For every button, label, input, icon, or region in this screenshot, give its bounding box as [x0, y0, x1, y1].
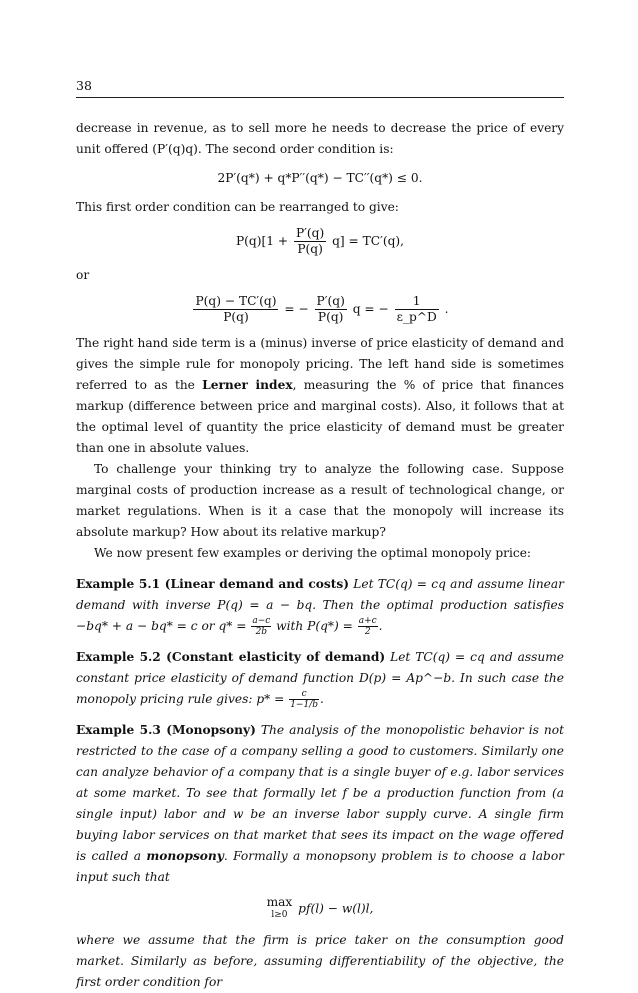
example-5-2-text-a: Let TC(q) = cq and assume constant price elasticity of demand function D(p) = Ap^−b. In such case the monopoly pricing rule gives: p* = — [76, 650, 564, 706]
lerner-fraction-2 — [315, 294, 347, 325]
paragraph-3-part-b: , measuring the % of price that finances markup (difference between price and marginal costs). Also, it follows that at the optimal level of quantity the price elasticity of demand must be greater than one in absolute values. — [76, 378, 564, 455]
foc-rhs: q] = TC′(q), — [332, 234, 405, 248]
lerner-f3-den: ε_p^D — [396, 310, 437, 324]
lerner-fraction-1 — [193, 294, 278, 325]
equation-monopsony — [76, 896, 564, 922]
example-5-2 — [76, 647, 564, 710]
example-5-3-title: Example 5.3 (Monopsony) — [76, 723, 256, 737]
example-5-1-text-c: . — [378, 619, 383, 633]
example-5-1-frac-1 — [251, 616, 271, 637]
foc-lhs: P(q)[1 + — [235, 234, 289, 248]
monopsony-max — [267, 896, 293, 922]
page-header — [76, 78, 564, 98]
equation-second-order-text: 2P′(q*) + q*P′′(q*) − TC′′(q*) ≤ 0. — [217, 171, 423, 185]
term-lerner-index: Lerner index — [202, 378, 293, 392]
example-5-2-title: Example 5.2 (Constant elasticity of demand) — [76, 650, 386, 664]
ex2-f-num: c — [301, 689, 307, 699]
lerner-f1-num: P(q) − TC′(q) — [195, 294, 277, 308]
term-monopsony: monopsony — [146, 849, 224, 863]
example-5-1 — [76, 574, 564, 637]
foc-frac-den: P(q) — [294, 241, 326, 257]
example-5-1-text-b: with P(q*) = — [272, 619, 357, 633]
ex1-f2-den: 2 — [358, 626, 378, 637]
paragraph-3-part-a: The right hand side term is a (minus) inverse of price elasticity of demand and gives the simple rule for monopoly pricing. The left hand side is sometimes referred to as the — [76, 336, 564, 392]
lerner-mid: = − — [284, 302, 309, 316]
lerner-f3-num: 1 — [412, 294, 421, 308]
word-or: or — [76, 268, 90, 282]
example-5-3-text-a: The analysis of the monopolistic behavior is not restricted to the case of a company selling a good to customers. Similarly one can analyze behavior of a company that is a single buyer of e.g. labor services at some market. To see that formally let f be a production function from (a single input) labor and w be an inverse labor supply curve. A single firm buying labor services on that market that sees its impact on the wage offered is called a — [76, 723, 564, 863]
lerner-f1-den: P(q) — [193, 309, 278, 325]
page-body — [76, 118, 564, 993]
ex2-f-den: 1−1/b — [290, 700, 318, 710]
lerner-end: . — [444, 302, 449, 316]
foc-frac-num: P′(q) — [295, 226, 325, 240]
lerner-fraction-3 — [395, 294, 439, 325]
paragraph-2: This first order condition can be rearranged to give: — [76, 200, 399, 214]
lerner-mid2: q = − — [352, 302, 389, 316]
example-5-2-frac — [289, 689, 319, 710]
monopsony-max-op: max — [266, 895, 293, 909]
ex1-f1-den: 2b — [251, 626, 271, 637]
example-5-1-frac-2 — [358, 616, 378, 637]
equation-second-order — [76, 168, 564, 189]
equation-foc — [76, 226, 564, 257]
example-5-2-text-b: . — [320, 692, 324, 706]
paragraph-3 — [76, 333, 564, 459]
equation-lerner — [76, 294, 564, 325]
example-5-1-title: Example 5.1 (Linear demand and costs) — [76, 577, 349, 591]
paragraph-last: where we assume that the firm is price taker on the consumption good market. Similarly as before, assuming differentiability of the objective, the first order condition for — [76, 933, 564, 989]
paragraph-1: decrease in revenue, as to sell more he needs to decrease the price of every unit offered (P′(q)q). The second order condition is: — [76, 121, 564, 156]
lerner-f2-den: P(q) — [315, 309, 347, 325]
example-5-3-text-b: . Formally a monopsony problem is to choose a labor input such that — [76, 849, 564, 884]
example-5-1-text-a: Let TC(q) = cq and assume linear demand with inverse P(q) = a − bq. Then the optimal production satisfies −bq* + a − bq* = c or q* = — [76, 577, 564, 633]
ex1-f2-num: a+c — [358, 616, 377, 626]
page-number: 38 — [76, 78, 92, 93]
lerner-f2-num: P′(q) — [316, 294, 345, 308]
ex1-f1-num: a−c — [252, 616, 271, 626]
foc-fraction — [294, 226, 326, 257]
paragraph-5: We now present few examples or deriving the optimal monopoly price: — [94, 546, 532, 560]
monopsony-max-sub: l≥0 — [271, 910, 288, 920]
example-5-3 — [76, 720, 564, 888]
monopsony-expr: pf(l) − w(l)l, — [298, 901, 374, 916]
paragraph-4: To challenge your thinking try to analyze the following case. Suppose marginal costs of production increase as a result of technological change, or market regulations. When is it a case that the monopoly will increase its absolute markup? How about its relative markup? — [76, 462, 564, 539]
